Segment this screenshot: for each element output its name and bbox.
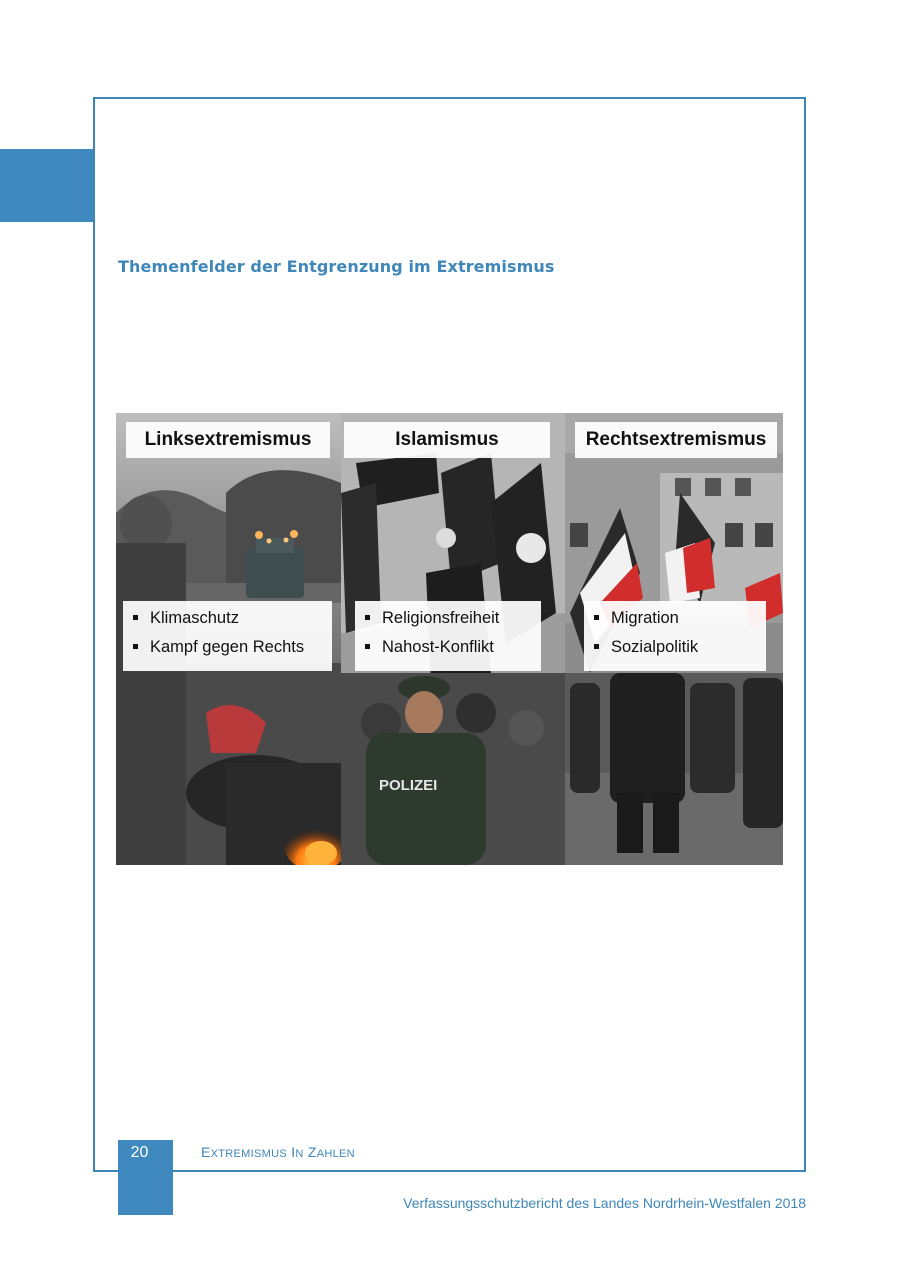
panel-title: Islamismus [344, 422, 550, 458]
topic-list [584, 601, 766, 671]
panel-title: Linksextremismus [126, 422, 330, 458]
list-item [123, 636, 332, 665]
topic-label: Sozialpolitik [611, 638, 699, 656]
bullet-square-icon [133, 644, 138, 649]
topic-label: Kampf gegen Rechts [150, 638, 305, 656]
section-heading: Themenfelder der Entgrenzung im Extremismus [118, 257, 555, 276]
chapter-small-caps: AHLEN [316, 1148, 355, 1160]
page-number: 20 [130, 1144, 149, 1161]
chapter-side-tab [0, 149, 93, 222]
polizei-lettering: POLIZEI [379, 777, 438, 794]
bullet-square-icon [594, 615, 599, 620]
panel-linksextremismus [116, 413, 341, 865]
topic-list [123, 601, 332, 671]
bullet-square-icon [365, 615, 370, 620]
publication-footer: Verfassungsschutzbericht des Landes Nordrhein-Westfalen 2018 [403, 1195, 806, 1211]
list-item [355, 607, 541, 636]
photo-collage [116, 413, 783, 865]
topic-label: Religionsfreiheit [382, 609, 500, 627]
panel-islamismus [341, 413, 565, 865]
list-item [584, 607, 766, 636]
chapter-letter: E [201, 1144, 211, 1160]
topic-label: Klimaschutz [150, 609, 239, 627]
topic-label: Nahost-Konflikt [382, 638, 494, 656]
chapter-small-caps: N [295, 1148, 304, 1160]
list-item [355, 636, 541, 665]
bullet-square-icon [594, 644, 599, 649]
chapter-letter: I [291, 1144, 296, 1160]
chapter-letter: Z [307, 1144, 317, 1160]
chapter-small-caps: XTREMISMUS [210, 1148, 287, 1160]
panel-rechtsextremismus [565, 413, 783, 865]
panel-title: Rechtsextremismus [575, 422, 777, 458]
list-item [123, 607, 332, 636]
bullet-square-icon [133, 615, 138, 620]
chapter-title [201, 1144, 355, 1160]
bullet-square-icon [365, 644, 370, 649]
list-item [584, 636, 766, 665]
topic-list [355, 601, 541, 671]
topic-label: Migration [611, 609, 679, 627]
